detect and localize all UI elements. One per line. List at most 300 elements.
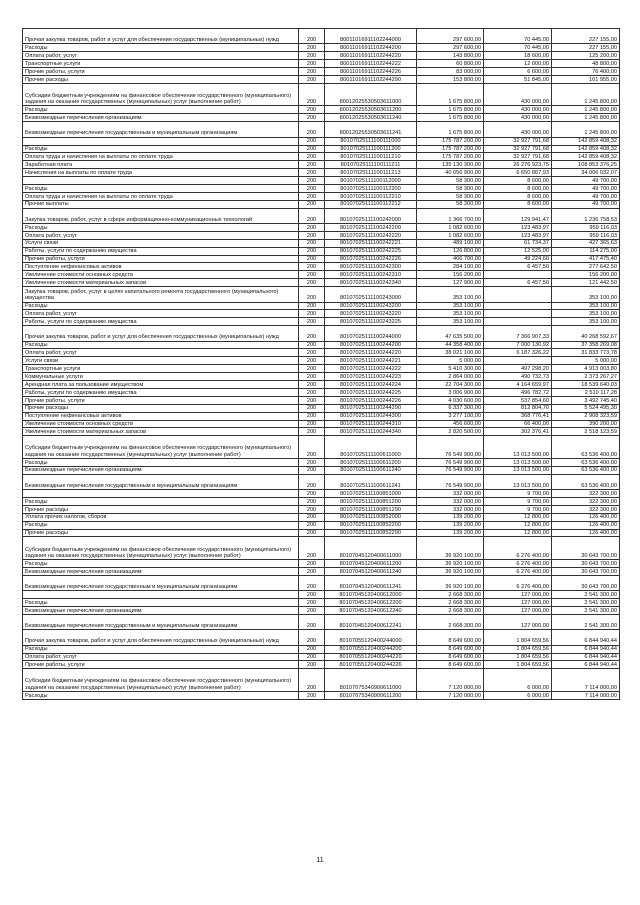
row-remaining-amount-cell: 76 400,00 (552, 68, 620, 76)
row-name-cell: Расходы (23, 106, 299, 114)
row-remaining-amount-cell: 121 442,50 (552, 279, 620, 287)
row-admin-code-cell: 200 (299, 388, 325, 396)
row-admin-code-cell: 200 (299, 559, 325, 567)
row-admin-code-cell: 200 (299, 177, 325, 185)
row-executed-amount-cell: 6 457,50 (484, 263, 552, 271)
row-classification-code-cell: 80012025530503611200 (325, 106, 417, 114)
row-remaining-amount-cell: 1 245 800,00 (552, 114, 620, 122)
row-admin-code-cell: 200 (299, 420, 325, 428)
row-approved-amount-cell: 1 082 600,00 (417, 224, 484, 232)
row-executed-amount-cell: 127 000,00 (484, 599, 552, 607)
row-executed-amount-cell: 32 927 791,68 (484, 153, 552, 161)
row-name-cell: Прочие расходы (23, 75, 299, 83)
row-name-cell: Расходы (23, 224, 299, 232)
row-classification-code-cell: 80107025111100242300 (325, 263, 417, 271)
row-admin-code-cell: 200 (299, 263, 325, 271)
row-executed-amount-cell: 8 600,00 (484, 184, 552, 192)
row-approved-amount-cell: 126 800,00 (417, 247, 484, 255)
table-row (23, 75, 620, 83)
row-executed-amount-cell: 123 483,97 (484, 224, 552, 232)
row-name-cell: Транспортные услуги (23, 365, 299, 373)
row-approved-amount-cell: 36 920 100,00 (417, 567, 484, 575)
row-name-cell: Субсидии бюджетным учреждениям на финансовое обеспечение государственного (муниципального) задания на оказание государственных (муниципальных) услуг (выполнение работ) (23, 537, 299, 560)
row-classification-code-cell: 80107025111100242225 (325, 247, 417, 255)
row-approved-amount-cell: 1 675 800,00 (417, 106, 484, 114)
row-executed-amount-cell: 6 276 400,00 (484, 559, 552, 567)
table-row (23, 529, 620, 537)
row-executed-amount-cell (484, 310, 552, 318)
row-executed-amount-cell (484, 287, 552, 302)
row-approved-amount-cell: 1 675 800,00 (417, 114, 484, 122)
row-classification-code-cell: 80107025111100111211 (325, 161, 417, 169)
row-admin-code-cell: 200 (299, 349, 325, 357)
row-name-cell: Прочая закупка товаров, работ и услуг для обеспечения государственных (муниципальных) нужд (23, 630, 299, 645)
row-executed-amount-cell: 12 800,00 (484, 529, 552, 537)
row-executed-amount-cell: 4 164 659,97 (484, 381, 552, 389)
row-name-cell: Увеличение стоимости основных средств (23, 420, 299, 428)
row-executed-amount-cell: 7 000 130,92 (484, 341, 552, 349)
table-row (23, 559, 620, 567)
row-executed-amount-cell: 26 276 923,75 (484, 161, 552, 169)
table-row (23, 247, 620, 255)
row-classification-code-cell: 80107055120400244000 (325, 630, 417, 645)
row-approved-amount-cell: 1 082 600,00 (417, 231, 484, 239)
table-row (23, 318, 620, 326)
row-approved-amount-cell: 156 200,00 (417, 271, 484, 279)
table-row (23, 497, 620, 505)
row-classification-code-cell: 80107025111100111213 (325, 169, 417, 177)
row-admin-code-cell: 200 (299, 490, 325, 498)
row-classification-code-cell: 80107025111100243220 (325, 310, 417, 318)
row-admin-code-cell: 200 (299, 567, 325, 575)
row-approved-amount-cell: 175 787 200,00 (417, 145, 484, 153)
row-approved-amount-cell: 76 549 900,00 (417, 458, 484, 466)
row-remaining-amount-cell: 156 200,00 (552, 271, 620, 279)
row-classification-code-cell: 80107025111100244225 (325, 388, 417, 396)
row-name-cell: Увеличение стоимости материальных запасов (23, 428, 299, 436)
row-classification-code-cell: 80107025111100242200 (325, 224, 417, 232)
row-classification-code-cell: 80107025111100244220 (325, 349, 417, 357)
row-remaining-amount-cell: 390 200,00 (552, 420, 620, 428)
row-classification-code-cell: 80012025530503611000 (325, 83, 417, 106)
row-approved-amount-cell: 353 100,00 (417, 318, 484, 326)
table-row (23, 302, 620, 310)
row-remaining-amount-cell: 101 955,00 (552, 75, 620, 83)
row-executed-amount-cell: 496 782,72 (484, 388, 552, 396)
row-name-cell: Заработная плата (23, 161, 299, 169)
table-row (23, 287, 620, 302)
row-remaining-amount-cell: 227 155,00 (552, 44, 620, 52)
table-row (23, 630, 620, 645)
row-executed-amount-cell: 127 000,00 (484, 591, 552, 599)
row-admin-code-cell: 200 (299, 271, 325, 279)
row-executed-amount-cell: 430 000,00 (484, 83, 552, 106)
row-name-cell: Расходы (23, 645, 299, 653)
row-classification-code-cell: 80107025111100244226 (325, 396, 417, 404)
row-approved-amount-cell: 83 000,00 (417, 68, 484, 76)
row-approved-amount-cell: 40 656 900,00 (417, 169, 484, 177)
row-admin-code-cell: 200 (299, 60, 325, 68)
row-classification-code-cell: 80107025111100112000 (325, 177, 417, 185)
row-classification-code-cell: 80107025111100243225 (325, 318, 417, 326)
row-classification-code-cell: 80107045120400611241 (325, 575, 417, 590)
table-row (23, 420, 620, 428)
row-executed-amount-cell: 123 483,97 (484, 231, 552, 239)
row-approved-amount-cell: 353 100,00 (417, 302, 484, 310)
row-admin-code-cell: 200 (299, 513, 325, 521)
row-name-cell: Расходы (23, 145, 299, 153)
row-approved-amount-cell: 2 668 300,00 (417, 591, 484, 599)
row-remaining-amount-cell: 353 100,00 (552, 302, 620, 310)
table-row (23, 606, 620, 614)
table-row (23, 271, 620, 279)
row-remaining-amount-cell: 63 536 400,00 (552, 436, 620, 459)
row-name-cell: Начисления на выплаты по оплате труда (23, 169, 299, 177)
row-admin-code-cell: 200 (299, 606, 325, 614)
row-admin-code-cell: 200 (299, 239, 325, 247)
row-executed-amount-cell: 32 927 791,68 (484, 137, 552, 145)
row-admin-code-cell: 200 (299, 669, 325, 692)
row-remaining-amount-cell: 63 536 400,00 (552, 466, 620, 474)
row-approved-amount-cell: 489 100,00 (417, 239, 484, 247)
row-remaining-amount-cell: 353 100,00 (552, 310, 620, 318)
row-approved-amount-cell: 127 900,00 (417, 279, 484, 287)
row-remaining-amount-cell: 6 844 940,44 (552, 653, 620, 661)
row-name-cell: Уплата прочих налогов, сборов (23, 513, 299, 521)
row-admin-code-cell: 200 (299, 497, 325, 505)
row-executed-amount-cell: 6 276 400,00 (484, 575, 552, 590)
row-admin-code-cell: 200 (299, 247, 325, 255)
row-classification-code-cell: 80107025111100242340 (325, 279, 417, 287)
row-name-cell: Безвозмездные перечисления организациям (23, 114, 299, 122)
row-admin-code-cell: 200 (299, 287, 325, 302)
row-name-cell: Расходы (23, 44, 299, 52)
table-row (23, 661, 620, 669)
row-name-cell: Оплата труда и начисления на выплаты по оплате труда (23, 153, 299, 161)
row-name-cell: Услуги связи (23, 239, 299, 247)
table-row (23, 106, 620, 114)
row-admin-code-cell: 200 (299, 208, 325, 223)
table-row (23, 396, 620, 404)
row-remaining-amount-cell: 7 114 000,00 (552, 691, 620, 699)
row-approved-amount-cell: 4 030 600,00 (417, 396, 484, 404)
row-remaining-amount-cell: 30 643 700,00 (552, 567, 620, 575)
table-row (23, 436, 620, 459)
table-row (23, 114, 620, 122)
row-approved-amount-cell: 353 100,00 (417, 310, 484, 318)
row-name-cell: Поступление нефинансовых активов (23, 412, 299, 420)
row-name-cell: Субсидии бюджетным учреждениям на финансовое обеспечение государственного (муниципального) задания на оказание государственных (муниципальных) услуг (выполнение работ) (23, 83, 299, 106)
row-name-cell: Прочие расходы (23, 505, 299, 513)
row-name-cell: Увеличение стоимости основных средств (23, 271, 299, 279)
row-remaining-amount-cell: 5 000,00 (552, 357, 620, 365)
row-approved-amount-cell: 8 649 600,00 (417, 653, 484, 661)
row-classification-code-cell: 80107075340900611200 (325, 691, 417, 699)
row-executed-amount-cell: 18 600,00 (484, 52, 552, 60)
row-classification-code-cell: 80011016911102244290 (325, 75, 417, 83)
row-executed-amount-cell: 8 600,00 (484, 177, 552, 185)
table-row (23, 537, 620, 560)
row-executed-amount-cell: 6 276 400,00 (484, 567, 552, 575)
row-executed-amount-cell (484, 318, 552, 326)
row-classification-code-cell: 80107025111100244223 (325, 373, 417, 381)
row-executed-amount-cell: 12 000,00 (484, 60, 552, 68)
row-approved-amount-cell: 332 000,00 (417, 497, 484, 505)
table-row (23, 373, 620, 381)
row-admin-code-cell: 200 (299, 537, 325, 560)
row-executed-amount-cell (484, 357, 552, 365)
row-classification-code-cell: 80107045120400612241 (325, 614, 417, 629)
table-row (23, 645, 620, 653)
row-classification-code-cell: 80107025111100243000 (325, 287, 417, 302)
row-approved-amount-cell: 58 300,00 (417, 177, 484, 185)
row-remaining-amount-cell: 40 268 592,67 (552, 326, 620, 341)
row-name-cell: Увеличение стоимости материальных запасов (23, 279, 299, 287)
row-executed-amount-cell: 61 734,37 (484, 239, 552, 247)
row-approved-amount-cell: 175 787 200,00 (417, 137, 484, 145)
budget-execution-table (22, 28, 620, 700)
row-executed-amount-cell: 1 804 659,56 (484, 645, 552, 653)
row-approved-amount-cell: 76 549 900,00 (417, 466, 484, 474)
row-admin-code-cell: 200 (299, 529, 325, 537)
row-executed-amount-cell: 6 457,50 (484, 279, 552, 287)
row-remaining-amount-cell: 2 541 300,00 (552, 599, 620, 607)
row-approved-amount-cell: 6 337 300,00 (417, 404, 484, 412)
row-executed-amount-cell: 66 400,00 (484, 420, 552, 428)
row-classification-code-cell: 80107045120400611240 (325, 567, 417, 575)
row-executed-amount-cell: 368 776,41 (484, 412, 552, 420)
row-remaining-amount-cell: 3 492 745,40 (552, 396, 620, 404)
row-admin-code-cell: 200 (299, 365, 325, 373)
row-name-cell (23, 177, 299, 185)
row-remaining-amount-cell: 34 006 032,07 (552, 169, 620, 177)
row-remaining-amount-cell: 63 536 400,00 (552, 458, 620, 466)
row-executed-amount-cell: 9 700,00 (484, 497, 552, 505)
row-name-cell: Работы, услуги по содержанию имущества (23, 318, 299, 326)
row-approved-amount-cell: 175 787 200,00 (417, 153, 484, 161)
table-row (23, 83, 620, 106)
row-name-cell: Прочие расходы (23, 529, 299, 537)
row-remaining-amount-cell: 18 539 640,03 (552, 381, 620, 389)
table-row (23, 599, 620, 607)
row-executed-amount-cell (484, 302, 552, 310)
row-admin-code-cell: 200 (299, 106, 325, 114)
table-row (23, 365, 620, 373)
table-row (23, 326, 620, 341)
row-admin-code-cell: 200 (299, 161, 325, 169)
table-row (23, 458, 620, 466)
table-row (23, 44, 620, 52)
row-name-cell: Расходы (23, 559, 299, 567)
row-classification-code-cell: 80107025111100244221 (325, 357, 417, 365)
row-remaining-amount-cell: 7 114 000,00 (552, 669, 620, 692)
page-number: 11 (316, 857, 324, 864)
row-approved-amount-cell: 297 600,00 (417, 29, 484, 44)
row-admin-code-cell: 200 (299, 326, 325, 341)
row-remaining-amount-cell: 48 800,00 (552, 60, 620, 68)
row-classification-code-cell: 80107025111100244290 (325, 404, 417, 412)
row-approved-amount-cell: 2 668 300,00 (417, 599, 484, 607)
row-name-cell: Прочие работы, услуги (23, 255, 299, 263)
row-approved-amount-cell: 466 700,00 (417, 255, 484, 263)
table-row (23, 669, 620, 692)
row-name-cell: Оплата работ, услуг (23, 349, 299, 357)
row-executed-amount-cell: 8 600,00 (484, 192, 552, 200)
row-remaining-amount-cell: 427 365,63 (552, 239, 620, 247)
row-remaining-amount-cell: 2 510 117,28 (552, 388, 620, 396)
row-remaining-amount-cell: 1 236 758,53 (552, 208, 620, 223)
row-name-cell: Прочие расходы (23, 404, 299, 412)
row-executed-amount-cell: 6 276 400,00 (484, 537, 552, 560)
row-admin-code-cell: 200 (299, 521, 325, 529)
row-remaining-amount-cell: 142 859 408,32 (552, 137, 620, 145)
row-approved-amount-cell: 139 200,00 (417, 529, 484, 537)
row-remaining-amount-cell: 142 859 408,32 (552, 153, 620, 161)
row-remaining-amount-cell: 417 475,40 (552, 255, 620, 263)
row-approved-amount-cell: 36 920 100,00 (417, 559, 484, 567)
table-row (23, 177, 620, 185)
row-executed-amount-cell: 51 845,00 (484, 75, 552, 83)
row-name-cell: Транспортные услуги (23, 60, 299, 68)
table-row (23, 357, 620, 365)
table-row (23, 60, 620, 68)
row-name-cell: Оплата работ, услуг (23, 52, 299, 60)
row-remaining-amount-cell: 1 245 800,00 (552, 106, 620, 114)
row-remaining-amount-cell: 322 300,00 (552, 505, 620, 513)
row-executed-amount-cell: 6 000,00 (484, 669, 552, 692)
row-admin-code-cell: 200 (299, 75, 325, 83)
row-remaining-amount-cell: 353 100,00 (552, 318, 620, 326)
row-name-cell (23, 137, 299, 145)
row-name-cell: Оплата работ, услуг (23, 310, 299, 318)
row-remaining-amount-cell: 126 400,00 (552, 513, 620, 521)
table-row (23, 200, 620, 208)
row-executed-amount-cell: 6 600,00 (484, 68, 552, 76)
row-classification-code-cell: 80107025111100851000 (325, 490, 417, 498)
row-executed-amount-cell (484, 271, 552, 279)
row-admin-code-cell: 200 (299, 436, 325, 459)
row-approved-amount-cell: 3 277 100,00 (417, 412, 484, 420)
row-approved-amount-cell: 332 000,00 (417, 505, 484, 513)
row-admin-code-cell: 200 (299, 645, 325, 653)
row-admin-code-cell: 200 (299, 52, 325, 60)
row-admin-code-cell: 200 (299, 302, 325, 310)
row-executed-amount-cell: 812 804,70 (484, 404, 552, 412)
row-admin-code-cell: 200 (299, 145, 325, 153)
table-row (23, 29, 620, 44)
row-admin-code-cell: 200 (299, 357, 325, 365)
row-classification-code-cell: 80011016911102244222 (325, 60, 417, 68)
row-name-cell: Закупка товаров, работ, услуг в целях капитального ремонта государственного (муниципального) имущества (23, 287, 299, 302)
row-approved-amount-cell: 76 549 900,00 (417, 474, 484, 489)
row-name-cell: Расходы (23, 497, 299, 505)
row-classification-code-cell: 80012025530503611240 (325, 114, 417, 122)
table-row (23, 68, 620, 76)
row-admin-code-cell: 200 (299, 318, 325, 326)
row-executed-amount-cell: 9 700,00 (484, 505, 552, 513)
row-admin-code-cell: 200 (299, 458, 325, 466)
table-row (23, 341, 620, 349)
row-remaining-amount-cell: 63 536 400,00 (552, 474, 620, 489)
row-approved-amount-cell: 2 668 300,00 (417, 606, 484, 614)
row-name-cell: Услуги связи (23, 357, 299, 365)
row-admin-code-cell: 200 (299, 341, 325, 349)
row-classification-code-cell: 80107025111100242226 (325, 255, 417, 263)
row-approved-amount-cell: 297 600,00 (417, 44, 484, 52)
row-approved-amount-cell: 76 549 900,00 (417, 436, 484, 459)
table-row (23, 349, 620, 357)
row-admin-code-cell: 200 (299, 404, 325, 412)
row-remaining-amount-cell: 49 700,00 (552, 200, 620, 208)
row-approved-amount-cell: 58 300,00 (417, 184, 484, 192)
row-name-cell: Поступление нефинансовых активов (23, 263, 299, 271)
row-classification-code-cell: 80011016911102244000 (325, 29, 417, 44)
table-row (23, 208, 620, 223)
row-remaining-amount-cell: 126 400,00 (552, 529, 620, 537)
row-classification-code-cell: 80107025111100611200 (325, 458, 417, 466)
table-row (23, 513, 620, 521)
row-executed-amount-cell: 70 445,00 (484, 44, 552, 52)
row-classification-code-cell: 80107025111100852000 (325, 513, 417, 521)
row-classification-code-cell: 80107025111100112212 (325, 200, 417, 208)
row-remaining-amount-cell: 126 400,00 (552, 521, 620, 529)
row-remaining-amount-cell: 6 844 940,44 (552, 630, 620, 645)
row-name-cell: Безвозмездные перечисления государственным и муниципальным организациям (23, 575, 299, 590)
row-remaining-amount-cell: 30 643 700,00 (552, 559, 620, 567)
row-admin-code-cell: 200 (299, 231, 325, 239)
row-remaining-amount-cell: 49 700,00 (552, 184, 620, 192)
row-name-cell: Безвозмездные перечисления государственным и муниципальным организациям (23, 614, 299, 629)
row-approved-amount-cell: 60 800,00 (417, 60, 484, 68)
row-name-cell: Прочая закупка товаров, работ и услуг для обеспечения государственных (муниципальных) нужд (23, 326, 299, 341)
row-remaining-amount-cell: 353 100,00 (552, 287, 620, 302)
row-executed-amount-cell: 129 941,47 (484, 208, 552, 223)
row-approved-amount-cell: 44 358 400,00 (417, 341, 484, 349)
row-approved-amount-cell: 1 366 700,00 (417, 208, 484, 223)
row-approved-amount-cell: 139 200,00 (417, 521, 484, 529)
row-remaining-amount-cell: 2 518 123,59 (552, 428, 620, 436)
row-remaining-amount-cell: 959 116,03 (552, 231, 620, 239)
row-classification-code-cell: 80107025111100111210 (325, 153, 417, 161)
row-executed-amount-cell: 8 600,00 (484, 200, 552, 208)
row-name-cell: Работы, услуги по содержанию имущества (23, 388, 299, 396)
row-admin-code-cell: 200 (299, 373, 325, 381)
row-executed-amount-cell: 12 800,00 (484, 513, 552, 521)
row-classification-code-cell: 80107025111100112200 (325, 184, 417, 192)
table-row (23, 575, 620, 590)
row-name-cell: Расходы (23, 184, 299, 192)
row-classification-code-cell: 80012025530503611241 (325, 122, 417, 137)
row-executed-amount-cell: 13 013 500,00 (484, 474, 552, 489)
row-remaining-amount-cell: 114 275,00 (552, 247, 620, 255)
row-name-cell: Закупка товаров, работ, услуг в сфере информационно-коммуникационных технологий (23, 208, 299, 223)
row-remaining-amount-cell: 30 643 700,00 (552, 575, 620, 590)
row-approved-amount-cell: 7 120 000,00 (417, 691, 484, 699)
row-name-cell: Прочие работы, услуги (23, 68, 299, 76)
row-remaining-amount-cell: 227 155,00 (552, 29, 620, 44)
table-row (23, 521, 620, 529)
table-row (23, 137, 620, 145)
row-approved-amount-cell: 38 021 100,00 (417, 349, 484, 357)
row-classification-code-cell: 80107025111100111200 (325, 145, 417, 153)
row-approved-amount-cell: 139 200,00 (417, 513, 484, 521)
row-approved-amount-cell: 36 920 100,00 (417, 537, 484, 560)
table-row (23, 192, 620, 200)
row-name-cell: Прочие выплаты (23, 200, 299, 208)
row-remaining-amount-cell: 2 541 300,00 (552, 591, 620, 599)
row-remaining-amount-cell: 2 541 300,00 (552, 614, 620, 629)
row-executed-amount-cell: 490 732,73 (484, 373, 552, 381)
